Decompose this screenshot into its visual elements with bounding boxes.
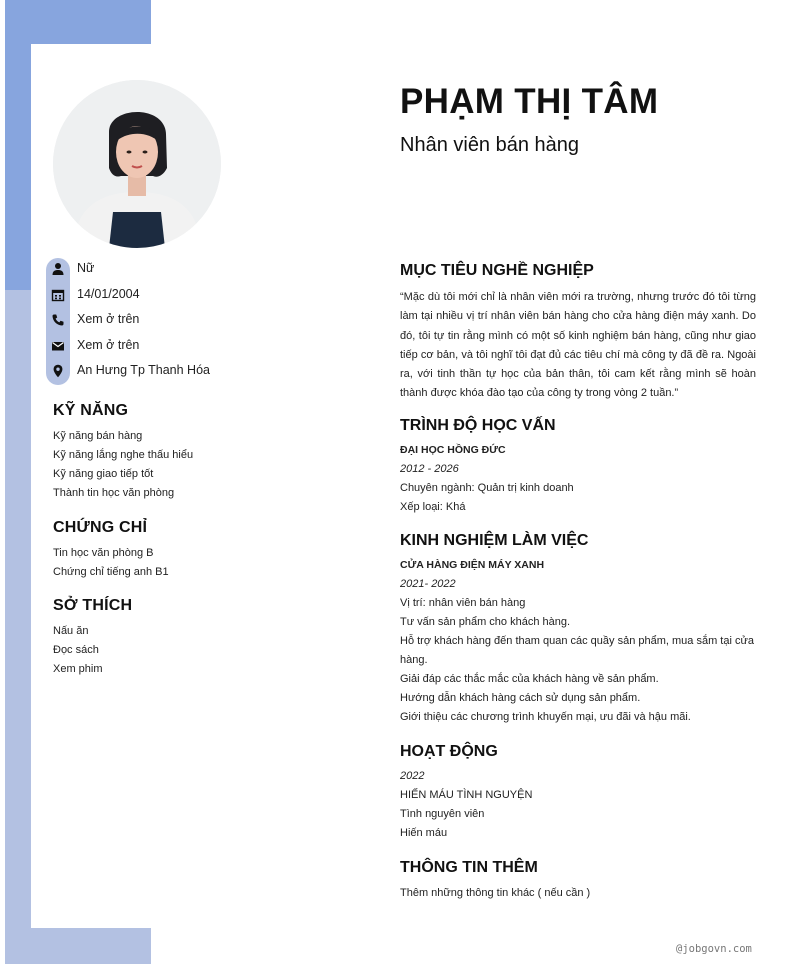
skills-list (53, 427, 193, 503)
experience-line: Hướng dẫn khách hàng cách sử dụng sản phẩm. (400, 692, 641, 704)
calendar-icon (51, 288, 65, 302)
list-item: Kỹ năng lắng nghe thấu hiểu (53, 449, 194, 461)
envelope-icon (51, 339, 65, 353)
activity-year: 2022 (400, 770, 425, 782)
activity-name: HIẾN MÁU TÌNH NGUYỆN (400, 789, 533, 801)
contact-phone: Xem ở trên (46, 309, 346, 333)
experience-period: 2021- 2022 (400, 578, 456, 590)
skills-title: KỸ NĂNG (53, 402, 129, 419)
extra-info-text: Thêm những thông tin khác ( nếu cần ) (400, 887, 591, 899)
experience-line: Tư vấn sản phẩm cho khách hàng. (400, 616, 571, 628)
education-major: Chuyên ngành: Quản trị kinh doanh (400, 482, 574, 494)
objective-title: MỤC TIÊU NGHỀ NGHIỆP (400, 262, 594, 279)
list-item: Nấu ăn (53, 625, 89, 637)
candidate-name: PHẠM THỊ TÂM (400, 82, 659, 121)
list-item: Xem phim (53, 663, 103, 675)
contact-birthday: 14/01/2004 (46, 284, 346, 308)
contact-address: An Hưng Tp Thanh Hóa (46, 360, 346, 384)
watermark: @jobgovn.com (676, 943, 752, 955)
list-item: Tin học văn phòng B (53, 547, 154, 559)
education-details (400, 441, 768, 517)
certificates-title: CHỨNG CHỈ (53, 519, 148, 536)
contact-email: Xem ở trên (46, 335, 346, 359)
company-name: CỬA HÀNG ĐIỆN MÁY XANH (400, 559, 545, 571)
hobbies-title: SỞ THÍCH (53, 597, 133, 614)
activity-desc: Hiến máu (400, 827, 448, 839)
location-pin-icon (51, 364, 65, 378)
avatar (53, 80, 221, 248)
contact-gender: Nữ (46, 258, 346, 282)
list-item: Đọc sách (53, 644, 99, 656)
activity-role: Tình nguyên viên (400, 808, 485, 820)
experience-line: Giới thiệu các chương trình khuyến mại, ưu đãi và hậu mãi. (400, 711, 691, 723)
extra-info-details (400, 884, 768, 903)
list-item: Kỹ năng giao tiếp tốt (53, 468, 154, 480)
experience-line: Hỗ trợ khách hàng đến tham quan các quầy sản phẩm, mua sắm tại cửa hàng. (400, 635, 754, 666)
list-item: Thành tin học văn phòng (53, 487, 175, 499)
list-item: Chứng chỉ tiếng anh B1 (53, 566, 169, 578)
experience-line: Giải đáp các thắc mắc của khách hàng về sản phẩm. (400, 673, 659, 685)
extra-info-title: THÔNG TIN THÊM (400, 859, 538, 876)
education-period: 2012 - 2026 (400, 463, 459, 475)
list-item: Kỹ năng bán hàng (53, 430, 143, 442)
activities-title: HOẠT ĐỘNG (400, 743, 498, 760)
activities-details (400, 767, 768, 843)
hobbies-list (53, 622, 103, 679)
candidate-role: Nhân viên bán hàng (400, 134, 580, 156)
school-name: ĐẠI HỌC HỒNG ĐỨC (400, 444, 506, 456)
person-icon (51, 262, 65, 276)
education-grade: Xếp loại: Khá (400, 501, 466, 513)
phone-icon (51, 313, 65, 327)
education-title: TRÌNH ĐỘ HỌC VẤN (400, 417, 556, 434)
certificates-list (53, 544, 169, 582)
experience-line: Vị trí: nhân viên bán hàng (400, 597, 526, 609)
experience-details (400, 556, 768, 727)
objective-text: “Mặc dù tôi mới chỉ là nhân viên mới ra trường, nhưng trước đó tôi từng làm tại nhiều vị trí nhân viên bán hàng cho cửa hàng điện máy xanh. Do đó, tôi tự tin rằng mình có một số kinh nghiệm bán hàng, cũng như giao tiếp cơ bản, và tôi nghĩ tôi đạt đủ các tiêu chí mà công ty đã đề ra. Ngoài ra, với tinh thần tự học của bản thân, tôi cam kết rằng mình sẽ hoàn thành được khóa đào tạo của công ty trong vòng 2 tuần.” (400, 291, 756, 400)
experience-title: KINH NGHIỆM LÀM VIỆC (400, 532, 589, 549)
